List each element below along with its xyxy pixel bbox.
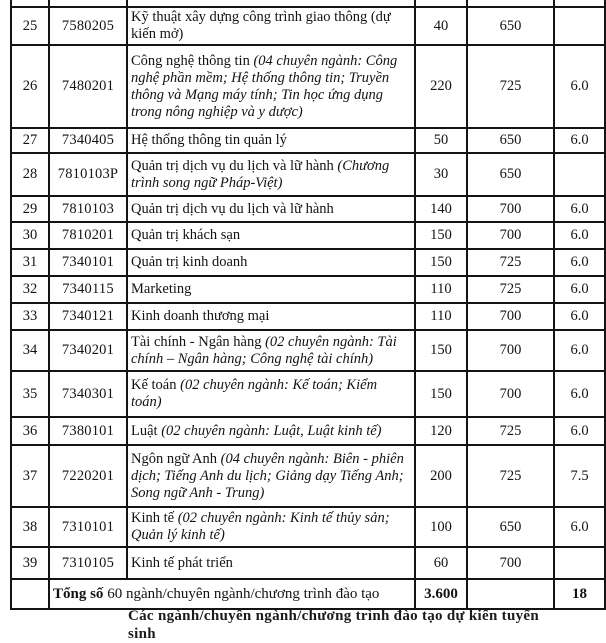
major-name-text: Kỹ thuật xây dựng công trình giao thông (dự kiến mở): [131, 9, 391, 42]
major-name-text: Kinh tế: [131, 510, 178, 526]
cell-major-code: 7310101: [49, 507, 127, 547]
cell-quota: 220: [415, 45, 467, 128]
major-name-text: Kế toán: [131, 377, 181, 393]
stub-cell: [467, 0, 554, 7]
cell-row-number: 36: [11, 417, 49, 445]
cell-quota: 60: [415, 547, 467, 579]
major-name-text: Công nghệ thông tin: [131, 52, 254, 69]
cell-quota: 200: [415, 445, 467, 507]
cell-english-score: 6.0: [554, 249, 605, 276]
cell-score: 650: [467, 153, 554, 196]
cell-english-score: 6.0: [554, 45, 605, 128]
cell-score: 700: [467, 196, 554, 222]
table-row: [11, 196, 605, 222]
major-name-text: Ngôn ngữ Anh: [131, 450, 221, 467]
major-name-note: (02 chuyên ngành: Tài chính – Ngân hàng; Công nghệ tài chính): [131, 333, 397, 367]
cell-major-code: 7340115: [49, 276, 127, 303]
cell-major-code: 7340101: [49, 249, 127, 276]
cell-quota: 150: [415, 249, 467, 276]
major-name-text: Hệ thống thông tin quản lý: [131, 132, 287, 148]
cell-major-name: [127, 547, 415, 579]
cell-quota: 100: [415, 507, 467, 547]
cropped-text-fragment: Các ngành/chuyên ngành/chương trình đào tạo dự kiến tuyển sinh: [128, 608, 540, 642]
cell-major-code: 7480201: [49, 45, 127, 128]
cell-score: 700: [467, 303, 554, 330]
cell-english-score: 6.0: [554, 371, 605, 417]
cell-major-code: 7340121: [49, 303, 127, 330]
cell-major-name: [127, 276, 415, 303]
cell-score: 725: [467, 417, 554, 445]
cell-english-score: [554, 153, 605, 196]
cell-major-code: 7220201: [49, 445, 127, 507]
table-row: [11, 249, 605, 276]
table-row: [11, 153, 605, 196]
major-name-text: Luật: [131, 422, 162, 439]
table-row: [11, 7, 605, 45]
cell-major-code: 7810103P: [49, 153, 127, 196]
table-row: [11, 276, 605, 303]
admissions-table-body: [11, 0, 605, 609]
cell-quota: 120: [415, 417, 467, 445]
cell-row-number: 39: [11, 547, 49, 579]
major-name-note: (02 chuyên ngành: Kế toán; Kiểm toán): [131, 377, 378, 410]
cell-score: 700: [467, 330, 554, 371]
major-name-note: (04 chuyên ngành: Biên - phiên dịch; Tiếng Anh du lịch; Giảng dạy Tiếng Anh; Song ngữ Anh - Trung): [131, 450, 404, 501]
cell-major-name: [127, 371, 415, 417]
cell-quota: 150: [415, 371, 467, 417]
major-name-note: (04 chuyên ngành: Công nghệ phần mềm; Hệ thống thông tin; Truyền thông và Mạng máy tính; Tin học ứng dụng trong nông nghiệp và y dược): [131, 52, 398, 120]
major-name-note: (02 chuyên ngành: Luật, Luật kinh tế): [161, 422, 382, 439]
stub-cell: [554, 0, 605, 7]
table-row: [11, 507, 605, 547]
cell-quota: 150: [415, 222, 467, 249]
table-row: [11, 330, 605, 371]
table-row: [11, 371, 605, 417]
cell-major-name: [127, 45, 415, 128]
total-extra-cell: 18: [554, 579, 605, 609]
cell-score: 700: [467, 222, 554, 249]
cell-major-name: [127, 417, 415, 445]
cell-score: 725: [467, 445, 554, 507]
table-row: [11, 547, 605, 579]
cell-english-score: [554, 7, 605, 45]
cell-score: 725: [467, 45, 554, 128]
cell-english-score: [554, 547, 605, 579]
cell-english-score: 6.0: [554, 196, 605, 222]
cell-major-code: 7310105: [49, 547, 127, 579]
cropped-row-above: [11, 0, 605, 7]
major-name-text: Kinh tế phát triển: [131, 554, 233, 571]
major-name-text: Quản trị dịch vụ du lịch và lữ hành: [131, 157, 338, 174]
total-label-rest: 60 ngành/chuyên ngành/chương trình đào tạo: [103, 585, 380, 602]
major-name-text: Tài chính - Ngân hàng: [131, 333, 266, 350]
cell-row-number: 28: [11, 153, 49, 196]
table-row: [11, 417, 605, 445]
cell-score: 725: [467, 249, 554, 276]
cell-score: 700: [467, 547, 554, 579]
cell-row-number: 33: [11, 303, 49, 330]
cell-score: 725: [467, 276, 554, 303]
cell-major-code: 7810201: [49, 222, 127, 249]
total-empty-cell: [11, 579, 49, 609]
cell-major-name: [127, 303, 415, 330]
cell-quota: 150: [415, 330, 467, 371]
cell-major-code: 7340301: [49, 371, 127, 417]
cell-english-score: 6.0: [554, 507, 605, 547]
total-score-cell: [467, 579, 554, 609]
cell-row-number: 25: [11, 7, 49, 45]
stub-cell: [415, 0, 467, 7]
cell-english-score: 6.0: [554, 222, 605, 249]
cell-row-number: 32: [11, 276, 49, 303]
cell-major-name: [127, 128, 415, 153]
cell-score: 650: [467, 507, 554, 547]
cell-major-code: 7580205: [49, 7, 127, 45]
cell-row-number: 26: [11, 45, 49, 128]
cell-quota: 110: [415, 303, 467, 330]
cell-major-name: [127, 507, 415, 547]
cell-score: 650: [467, 7, 554, 45]
cell-quota: 40: [415, 7, 467, 45]
cell-english-score: 7.5: [554, 445, 605, 507]
total-label-cell: [49, 579, 415, 609]
cell-quota: 50: [415, 128, 467, 153]
cell-quota: 140: [415, 196, 467, 222]
cell-row-number: 35: [11, 371, 49, 417]
cell-major-code: 7380101: [49, 417, 127, 445]
cell-row-number: 34: [11, 330, 49, 371]
cell-row-number: 37: [11, 445, 49, 507]
admissions-quota-table: [10, 0, 606, 610]
major-name-text: Quản trị dịch vụ du lịch và lữ hành: [131, 200, 334, 217]
total-quota-cell: 3.600: [415, 579, 467, 609]
cell-major-name: [127, 222, 415, 249]
table-row: [11, 303, 605, 330]
stub-cell: [11, 0, 49, 7]
cell-english-score: 6.0: [554, 276, 605, 303]
stub-cell: [127, 0, 415, 7]
cell-score: 650: [467, 128, 554, 153]
cell-english-score: 6.0: [554, 128, 605, 153]
major-name-note: (Chương trình song ngữ Pháp-Việt): [131, 157, 390, 191]
total-row: [11, 579, 605, 609]
cell-score: 700: [467, 371, 554, 417]
cell-row-number: 29: [11, 196, 49, 222]
cell-english-score: 6.0: [554, 330, 605, 371]
total-label-bold: Tổng số: [53, 585, 104, 602]
cell-major-code: 7810103: [49, 196, 127, 222]
table-row: [11, 222, 605, 249]
cell-major-name: [127, 7, 415, 45]
major-name-text: Marketing: [131, 281, 192, 297]
cell-row-number: 27: [11, 128, 49, 153]
cell-quota: 110: [415, 276, 467, 303]
stub-cell: [49, 0, 127, 7]
major-name-note: (02 chuyên ngành: Kinh tế thủy sản; Quản lý kinh tế): [131, 510, 390, 543]
table-row: [11, 128, 605, 153]
cell-row-number: 30: [11, 222, 49, 249]
table-row: [11, 45, 605, 128]
cell-row-number: 31: [11, 249, 49, 276]
cell-major-name: [127, 330, 415, 371]
cell-major-name: [127, 196, 415, 222]
cell-quota: 30: [415, 153, 467, 196]
major-name-text: Quản trị khách sạn: [131, 227, 241, 243]
cell-major-code: 7340405: [49, 128, 127, 153]
cell-row-number: 38: [11, 507, 49, 547]
major-name-text: Kinh doanh thương mại: [131, 308, 270, 324]
cell-major-name: [127, 153, 415, 196]
table-row: [11, 445, 605, 507]
cell-english-score: 6.0: [554, 303, 605, 330]
cell-english-score: 6.0: [554, 417, 605, 445]
cell-major-code: 7340201: [49, 330, 127, 371]
major-name-text: Quản trị kinh doanh: [131, 254, 248, 270]
cell-major-name: [127, 249, 415, 276]
cell-major-name: [127, 445, 415, 507]
